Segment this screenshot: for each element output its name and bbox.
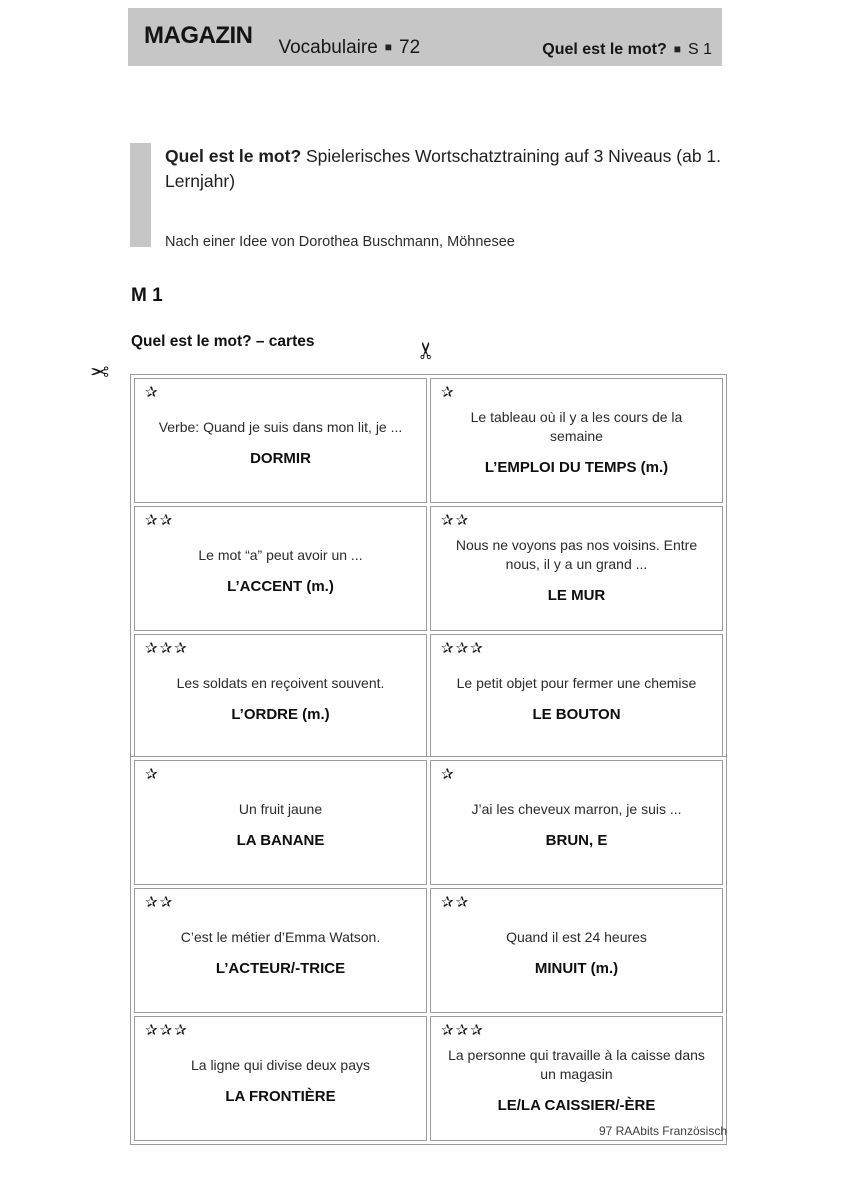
vocab-card [430,760,723,885]
header-right [542,41,712,59]
cards-table-1 [130,374,727,763]
card-answer: LA FRONTIÈRE [225,1087,336,1105]
vocab-card [134,378,427,503]
card-answer: L’ACTEUR/-TRICE [215,959,346,977]
card-clue: Le mot “a” peut avoir un ... [198,546,363,563]
difficulty-stars: ✰✰ [441,512,471,529]
card-clue: C’est le métier d’Emma Watson. [180,928,381,945]
difficulty-stars: ✰ [441,766,456,783]
header-page-ref: S 1 [687,41,712,58]
difficulty-stars: ✰✰✰ [441,640,485,657]
card-answer: MINUIT (m.) [534,959,619,977]
card-clue: Quand il est 24 heures [506,928,647,945]
cards-heading: Quel est le mot? – cartes [131,333,315,350]
difficulty-stars: ✰✰✰ [145,640,189,657]
vocab-card [134,634,427,759]
vocab-card [430,888,723,1013]
card-answer: BRUN, E [545,831,608,849]
card-answer: LE/LA CAISSIER/-ÈRE [497,1097,656,1114]
difficulty-stars: ✰ [145,384,160,401]
card-clue: Un fruit jaune [238,800,323,817]
intro-credit: Nach einer Idee von Dorothea Buschmann, Möhnesee [165,234,515,250]
difficulty-stars: ✰✰ [145,894,175,911]
scissors-icon: ✂ [413,340,440,361]
header-bar [128,8,722,66]
footer-imprint: 97 RAAbits Französisch [598,1124,727,1138]
card-clue: J’ai les cheveux marron, je suis ... [471,800,682,817]
card-answer: L’EMPLOI DU TEMPS (m.) [484,459,669,476]
cards-table-2 [130,756,727,1145]
vocab-card [134,1016,427,1141]
card-clue: La personne qui travaille à la caisse dans un magasin [448,1047,705,1082]
header-section [278,37,420,59]
vocab-card [134,506,427,631]
difficulty-stars: ✰✰ [145,512,175,529]
card-clue: La ligne qui divise deux pays [190,1056,370,1073]
difficulty-stars: ✰✰✰ [145,1022,189,1039]
header-issue-number: 72 [399,37,421,58]
difficulty-stars: ✰✰ [441,894,471,911]
vocab-card [134,760,427,885]
intro-title-rest: Spielerisches Wortschatztraining auf 3 Niveaus (ab 1. Lernjahr) [165,146,722,191]
intro-block [165,144,727,255]
card-answer: DORMIR [250,449,311,467]
card-answer: L’ORDRE (m.) [231,705,330,723]
scissors-icon: ✂ [90,359,110,385]
card-clue: Le petit objet pour fermer une chemise [456,674,697,691]
square-bullet-icon: ■ [673,42,681,56]
card-answer: L’ACCENT (m.) [227,577,334,595]
difficulty-stars: ✰ [145,766,160,783]
brand-logo: MAGAZIN [144,22,253,49]
vocab-card [430,378,723,503]
card-clue: Le tableau où il y a les cours de la semaine [470,409,683,444]
vocab-card [430,634,723,759]
header-unit-title: Quel est le mot? [542,41,667,58]
intro-accent-bar [130,143,151,247]
vocab-card [430,1016,723,1141]
card-answer: LA BANANE [236,831,325,849]
vocab-card [134,888,427,1013]
card-clue: Nous ne voyons pas nos voisins. Entre nous, il y a un grand ... [455,537,698,572]
material-code: M 1 [131,285,163,306]
header-section-label: Vocabulaire [278,37,378,58]
intro-title-bold: Quel est le mot? [165,146,302,166]
intro-title [165,144,727,194]
card-clue: Verbe: Quand je suis dans mon lit, je ... [158,418,403,435]
card-answer: LE BOUTON [532,705,621,723]
card-answer: LE MUR [547,587,606,604]
difficulty-stars: ✰ [441,384,456,401]
card-clue: Les soldats en reçoivent souvent. [176,674,385,691]
square-bullet-icon: ■ [384,40,393,54]
difficulty-stars: ✰✰✰ [441,1022,485,1039]
vocab-card [430,506,723,631]
